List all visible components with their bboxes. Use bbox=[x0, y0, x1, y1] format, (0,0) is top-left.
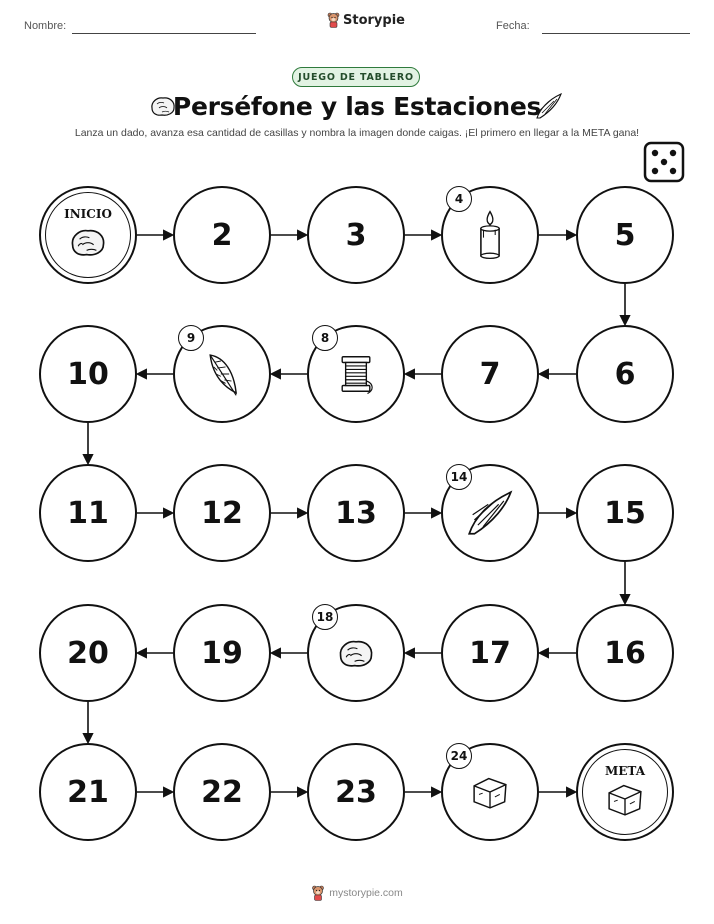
space-ring bbox=[582, 749, 668, 835]
space-number: 19 bbox=[201, 635, 243, 671]
brand-name: Storypie bbox=[343, 12, 405, 28]
feather-icon bbox=[200, 348, 244, 400]
picture-space bbox=[441, 743, 539, 841]
thread-spool-icon bbox=[333, 351, 379, 397]
number-space bbox=[173, 186, 271, 284]
space-number: 2 bbox=[211, 217, 233, 253]
space-number: 10 bbox=[67, 356, 109, 392]
start-label: INICIO bbox=[64, 207, 112, 221]
number-space bbox=[576, 604, 674, 702]
candle-icon bbox=[473, 209, 507, 261]
space-number: 11 bbox=[67, 495, 109, 531]
space-number: 5 bbox=[614, 217, 636, 253]
wing-icon bbox=[462, 487, 518, 539]
space-number: 13 bbox=[335, 495, 377, 531]
date-label: Fecha: bbox=[496, 20, 530, 32]
number-space bbox=[173, 604, 271, 702]
picture-space bbox=[307, 325, 405, 423]
number-space bbox=[173, 464, 271, 562]
number-space bbox=[576, 464, 674, 562]
number-space bbox=[576, 325, 674, 423]
space-number: 3 bbox=[345, 217, 367, 253]
space-number-badge: 4 bbox=[446, 186, 472, 212]
footer bbox=[0, 885, 714, 901]
space-number: 12 bbox=[201, 495, 243, 531]
number-space bbox=[39, 464, 137, 562]
bear-mascot-icon bbox=[311, 885, 325, 901]
space-ring bbox=[45, 192, 131, 278]
start-space bbox=[39, 186, 137, 284]
number-space bbox=[441, 325, 539, 423]
number-space bbox=[307, 464, 405, 562]
space-number: 7 bbox=[479, 356, 501, 392]
space-number: 23 bbox=[335, 774, 377, 810]
space-number: 6 bbox=[614, 356, 636, 392]
space-number-badge: 8 bbox=[312, 325, 338, 351]
number-space bbox=[39, 325, 137, 423]
picture-space bbox=[441, 186, 539, 284]
stone-icon bbox=[335, 636, 377, 670]
space-number: 17 bbox=[469, 635, 511, 671]
space-number: 22 bbox=[201, 774, 243, 810]
category-badge: JUEGO DE TABLERO bbox=[292, 67, 420, 87]
name-label: Nombre: bbox=[24, 20, 67, 32]
picture-space bbox=[441, 464, 539, 562]
space-number-badge: 24 bbox=[446, 743, 472, 769]
footer-url[interactable]: mystorypie.com bbox=[329, 887, 403, 899]
space-number-badge: 18 bbox=[312, 604, 338, 630]
space-number-badge: 9 bbox=[178, 325, 204, 351]
picture-space bbox=[307, 604, 405, 702]
number-space bbox=[173, 743, 271, 841]
space-number: 20 bbox=[67, 635, 109, 671]
space-number: 15 bbox=[604, 495, 646, 531]
goal-label: META bbox=[604, 764, 645, 778]
picture-space bbox=[173, 325, 271, 423]
number-space bbox=[39, 604, 137, 702]
number-space bbox=[576, 186, 674, 284]
page-title: Perséfone y las Estaciones bbox=[172, 92, 542, 121]
number-space bbox=[441, 604, 539, 702]
instructions: Lanza un dado, avanza esa cantidad de casillas y nombra la imagen donde caigas. ¡El primero en llegar a la META gana! bbox=[74, 127, 640, 139]
ice-cube-icon bbox=[468, 772, 512, 812]
space-number: 21 bbox=[67, 774, 109, 810]
space-number: 16 bbox=[604, 635, 646, 671]
number-space bbox=[307, 743, 405, 841]
number-space bbox=[39, 743, 137, 841]
space-number-badge: 14 bbox=[446, 464, 472, 490]
goal-space bbox=[576, 743, 674, 841]
number-space bbox=[307, 186, 405, 284]
